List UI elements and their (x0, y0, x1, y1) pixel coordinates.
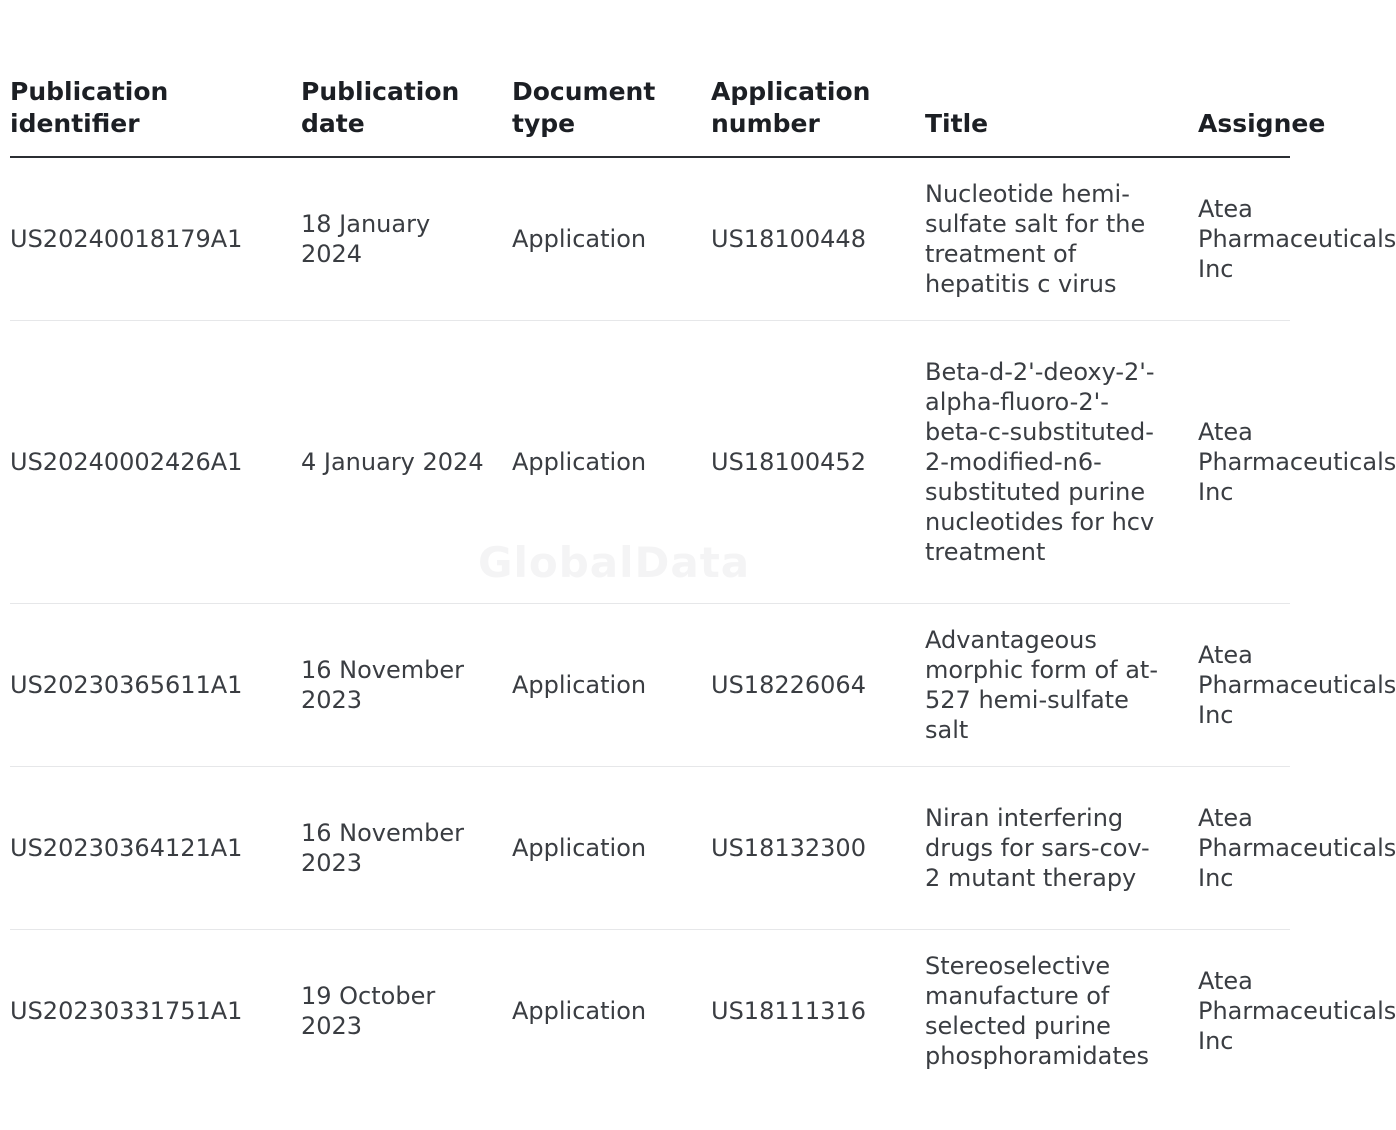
patents-table (10, 76, 1396, 1092)
cell-publication-date: 19 October 2023 (301, 982, 436, 1040)
cell-document-type: Application (512, 997, 647, 1025)
cell-publication-date: 16 November 2023 (301, 604, 512, 767)
cell-publication-date: 16 November 2023 (301, 767, 512, 930)
column-header-application-number: Application number (711, 76, 925, 157)
cell-application-number: US18100452 (711, 321, 925, 604)
cell-application-number: US18132300 (711, 767, 925, 930)
table-row (10, 767, 1290, 930)
cell-document-type: Application (512, 604, 711, 767)
column-header-title: Title (925, 76, 1198, 157)
cell-title: Stereoselective manufacture of selected purine phosphoramidates (925, 952, 1150, 1070)
column-header-publication-date: Publication date (301, 76, 512, 157)
cell-document-type: Application (512, 157, 711, 321)
cell-publication-identifier: US20230365611A1 (10, 604, 301, 767)
table-row (10, 157, 1290, 321)
cell-publication-identifier: US20240018179A1 (10, 157, 301, 321)
table-row (10, 930, 1290, 1093)
column-header-assignee: Assignee (1198, 76, 1290, 157)
cell-title: Niran interfering drugs for sars-cov-2 mutant therapy (925, 767, 1198, 930)
cell-assignee: Atea Pharmaceuticals Inc (1198, 321, 1290, 604)
cell-publication-date: 4 January 2024 (301, 321, 512, 604)
cell-publication-identifier: US20230331751A1 (10, 997, 243, 1025)
cell-application-number: US18100448 (711, 157, 925, 321)
cell-publication-identifier: US20230364121A1 (10, 767, 301, 930)
cell-assignee: Atea Pharmaceuticals Inc (1198, 967, 1396, 1055)
table-header-row (10, 76, 1290, 157)
watermark: GlobalData (478, 538, 751, 587)
column-header-document-type: Document type (512, 76, 711, 157)
cell-title: Nucleotide hemi-sulfate salt for the treatment of hepatitis c virus (925, 157, 1198, 321)
cell-document-type: Application (512, 321, 711, 604)
cell-title: Advantageous morphic form of at-527 hemi-sulfate salt (925, 604, 1198, 767)
cell-application-number: US18111316 (711, 997, 866, 1025)
cell-assignee: Atea Pharmaceuticals Inc (1198, 157, 1290, 321)
cell-document-type: Application (512, 767, 711, 930)
table-row (10, 604, 1290, 767)
column-header-publication-identifier: Publication identifier (10, 76, 301, 157)
patents-table-container (10, 0, 1396, 1130)
cell-publication-date: 18 January 2024 (301, 157, 512, 321)
cell-publication-identifier: US20240002426A1 (10, 321, 301, 604)
cell-assignee: Atea Pharmaceuticals Inc (1198, 604, 1290, 767)
cell-title: Beta-d-2'-deoxy-2'-alpha-fluoro-2'-beta-c-substituted-2-modified-n6-substituted purine nucleotides for hcv treatment (925, 321, 1198, 604)
cell-application-number: US18226064 (711, 604, 925, 767)
table-row (10, 321, 1290, 604)
cell-assignee: Atea Pharmaceuticals Inc (1198, 767, 1290, 930)
